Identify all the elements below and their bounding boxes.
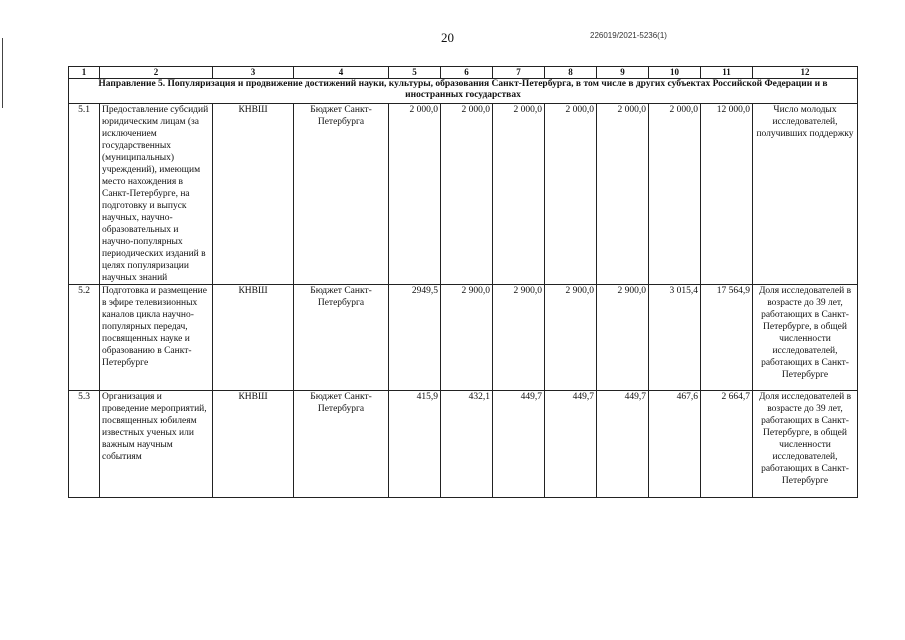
document-id: 226019/2021-5236(1) xyxy=(590,31,667,40)
column-number: 12 xyxy=(753,67,858,79)
amount-cell: 2 900,0 xyxy=(597,285,649,391)
column-number: 3 xyxy=(213,67,294,79)
table-row xyxy=(69,391,858,498)
amount-cell: 449,7 xyxy=(493,391,545,498)
scan-edge-mark xyxy=(2,38,3,108)
page-number: 20 xyxy=(441,30,454,45)
row-number: 5.1 xyxy=(69,104,100,285)
column-number: 6 xyxy=(441,67,493,79)
executor: КНВШ xyxy=(213,391,294,498)
amount-cell: 2949,5 xyxy=(389,285,441,391)
amount-cell: 2 000,0 xyxy=(389,104,441,285)
column-number: 1 xyxy=(69,67,100,79)
funding-source: Бюджет Санкт-Петербурга xyxy=(294,285,389,391)
table-row xyxy=(69,285,858,391)
column-number: 2 xyxy=(100,67,213,79)
column-number: 7 xyxy=(493,67,545,79)
column-number: 9 xyxy=(597,67,649,79)
column-number: 10 xyxy=(649,67,701,79)
amount-cell: 449,7 xyxy=(545,391,597,498)
measure-description: Организация и проведение мероприятий, посвященных юбилеям известных ученых или важным научным событиям xyxy=(100,391,213,498)
total-cell: 12 000,0 xyxy=(701,104,753,285)
row-number: 5.2 xyxy=(69,285,100,391)
indicator: Доля исследователей в возрасте до 39 лет, работающих в Санкт-Петербурге, в общей численности исследователей, работающих в Санкт-Петербурге xyxy=(753,391,858,498)
column-number: 5 xyxy=(389,67,441,79)
measure-description: Подготовка и размещение в эфире телевизионных каналов цикла научно-популярных передач, посвященных науке и образованию в Санкт-Петербурге xyxy=(100,285,213,391)
amount-cell: 432,1 xyxy=(441,391,493,498)
total-cell: 17 564,9 xyxy=(701,285,753,391)
amount-cell: 2 900,0 xyxy=(441,285,493,391)
amount-cell: 2 000,0 xyxy=(597,104,649,285)
column-number: 4 xyxy=(294,67,389,79)
total-cell: 2 664,7 xyxy=(701,391,753,498)
measure-description: Предоставление субсидий юридическим лицам (за исключением государственных (муниципальных) учреждений), имеющим место нахождения в Санкт-Петербурге, на подготовку и выпуск научных, научно-образовательных и научно-популярных периодических изданий в целях популяризации научных знаний xyxy=(100,104,213,285)
amount-cell: 2 900,0 xyxy=(545,285,597,391)
column-number: 11 xyxy=(701,67,753,79)
amount-cell: 449,7 xyxy=(597,391,649,498)
funding-source: Бюджет Санкт-Петербурга xyxy=(294,391,389,498)
column-number: 8 xyxy=(545,67,597,79)
section-title: Направление 5. Популяризация и продвижение достижений науки, культуры, образования Санкт-Петербурга, в том числе в других субъектах Российской Федерации и в иностранных государствах xyxy=(69,79,858,104)
amount-cell: 2 000,0 xyxy=(493,104,545,285)
table-row xyxy=(69,104,858,285)
amount-cell: 2 900,0 xyxy=(493,285,545,391)
section-header-row xyxy=(69,79,858,104)
indicator: Число молодых исследователей, получивших поддержку xyxy=(753,104,858,285)
column-number-row xyxy=(69,67,858,79)
amount-cell: 415,9 xyxy=(389,391,441,498)
funding-source: Бюджет Санкт-Петербурга xyxy=(294,104,389,285)
indicator: Доля исследователей в возрасте до 39 лет, работающих в Санкт-Петербурге, в общей численности исследователей, работающих в Санкт-Петербурге xyxy=(753,285,858,391)
executor: КНВШ xyxy=(213,285,294,391)
program-table xyxy=(68,66,858,498)
amount-cell: 2 000,0 xyxy=(649,104,701,285)
executor: КНВШ xyxy=(213,104,294,285)
amount-cell: 2 000,0 xyxy=(545,104,597,285)
row-number: 5.3 xyxy=(69,391,100,498)
amount-cell: 2 000,0 xyxy=(441,104,493,285)
amount-cell: 467,6 xyxy=(649,391,701,498)
amount-cell: 3 015,4 xyxy=(649,285,701,391)
